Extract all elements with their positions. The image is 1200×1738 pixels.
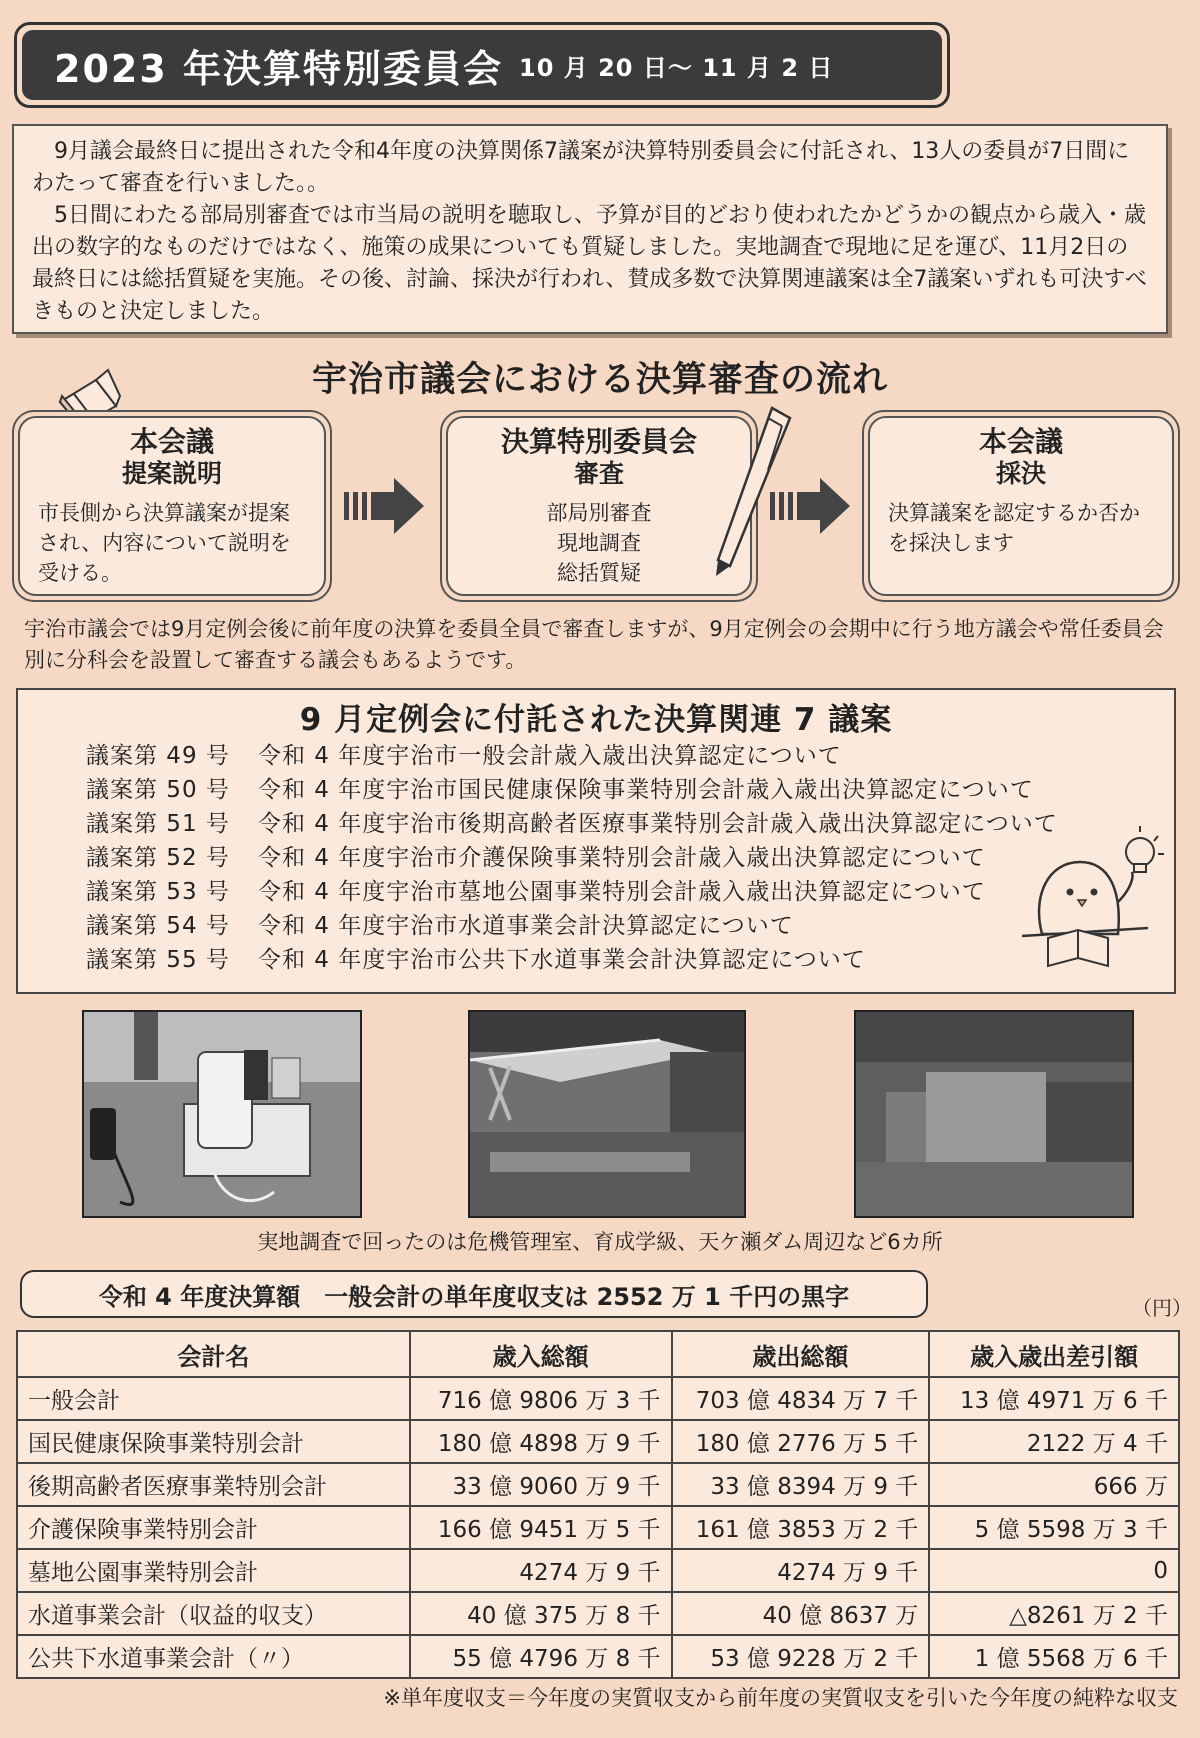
table-header-row xyxy=(17,1331,1179,1377)
table-row xyxy=(17,1506,1179,1549)
bill-text: 令和 4 年度宇治市公共下水道事業会計決算認定について xyxy=(258,947,866,973)
revenue-total: 180 億 4898 万 9 千 xyxy=(410,1420,672,1463)
column-header: 歳入歳出差引額 xyxy=(929,1331,1179,1377)
photo-bridge-site xyxy=(468,1010,746,1218)
flow-title: 宇治市議会における決算審査の流れ xyxy=(311,360,888,400)
flow-step-heading: 本会議 xyxy=(978,425,1063,458)
flow-step-description: 決算議案を認定するか否かを採決します xyxy=(888,501,1140,555)
table-row xyxy=(17,1463,1179,1506)
photo-amagase-dam-area xyxy=(854,1010,1134,1218)
photo-caption: 実地調査で回ったのは危機管理室、育成学級、天ケ瀬ダム周辺など6カ所 xyxy=(257,1230,943,1254)
column-header: 歳入総額 xyxy=(410,1331,672,1377)
balance: 666 万 xyxy=(929,1463,1179,1506)
column-header: 会計名 xyxy=(17,1331,410,1377)
photo-crisis-management-room xyxy=(82,1010,362,1218)
balance: 1 億 5568 万 6 千 xyxy=(929,1635,1179,1678)
bill-number: 議案第 55 号 xyxy=(86,947,230,973)
expenditure-total: 33 億 8394 万 9 千 xyxy=(672,1463,930,1506)
revenue-total: 33 億 9060 万 9 千 xyxy=(410,1463,672,1506)
intro-paragraph-2: 5日間にわたる部局別審査では市当局の説明を聴取し、予算が目的どおり使われたかどうかの観点から歳入・歳出の数字的なものだけではなく、施策の成果についても質疑しました。実地調査で現地に足を運び、11月2日の最終日には総括質疑を実施。その後、討論、採決が行われ、賛成多数で決算関連議案は全7議案いずれも可決すべきものと決定しました。 xyxy=(32,203,1147,324)
bill-text: 令和 4 年度宇治市国民健康保険事業特別会計歳入歳出決算認定について xyxy=(258,777,1034,803)
bill-item xyxy=(86,842,986,875)
balance: 5 億 5598 万 3 千 xyxy=(929,1506,1179,1549)
bills-box xyxy=(16,688,1176,994)
intro-box xyxy=(12,124,1168,334)
bill-number: 議案第 53 号 xyxy=(86,879,230,905)
bill-text: 令和 4 年度宇治市介護保険事業特別会計歳入歳出決算認定について xyxy=(258,845,986,871)
bill-number: 議案第 52 号 xyxy=(86,845,230,871)
footnote: ※単年度収支＝今年度の実質収支から前年度の実質収支を引いた今年度の純粋な収支 xyxy=(383,1686,1178,1710)
flow-step-heading: 本会議 xyxy=(129,425,214,458)
flow-step-subheading: 提案説明 xyxy=(121,459,222,488)
flow-step-list xyxy=(466,498,732,588)
flow-note: 宇治市議会では9月定例会後に前年度の決算を委員全員で審査しますが、9月定例会の会期中に行う地方議会や常任委員会別に分科会を設置して審査する議会もあるようです。 xyxy=(24,617,1164,672)
flow-step-subheading: 審査 xyxy=(573,459,624,488)
table-row xyxy=(17,1549,1179,1592)
flow-list-item: 総括質疑 xyxy=(557,561,641,585)
bill-item xyxy=(86,876,986,909)
bill-text: 令和 4 年度宇治市一般会計歳入歳出決算認定について xyxy=(258,743,842,769)
revenue-total: 716 億 9806 万 3 千 xyxy=(410,1377,672,1420)
revenue-total: 4274 万 9 千 xyxy=(410,1549,672,1592)
expenditure-total: 161 億 3853 万 2 千 xyxy=(672,1506,930,1549)
account-name: 墓地公園事業特別会計 xyxy=(17,1549,410,1592)
table-row xyxy=(17,1592,1179,1635)
bill-text: 令和 4 年度宇治市水道事業会計決算認定について xyxy=(258,913,794,939)
balance: 2122 万 4 千 xyxy=(929,1420,1179,1463)
revenue-total: 166 億 9451 万 5 千 xyxy=(410,1506,672,1549)
account-name: 国民健康保険事業特別会計 xyxy=(17,1420,410,1463)
expenditure-total: 40 億 8637 万 xyxy=(672,1592,930,1635)
bill-item xyxy=(86,944,866,977)
expenditure-total: 180 億 2776 万 5 千 xyxy=(672,1420,930,1463)
bill-number: 議案第 49 号 xyxy=(86,743,230,769)
balance: 0 xyxy=(929,1549,1179,1592)
flow-list-item: 現地調査 xyxy=(557,531,641,555)
account-name: 後期高齢者医療事業特別会計 xyxy=(17,1463,410,1506)
flow-step-subheading: 採決 xyxy=(995,459,1046,488)
account-name: 公共下水道事業会計（〃） xyxy=(17,1635,410,1678)
bill-text: 令和 4 年度宇治市後期高齢者医療事業特別会計歳入歳出決算認定について xyxy=(258,811,1058,837)
revenue-total: 55 億 4796 万 8 千 xyxy=(410,1635,672,1678)
summary-label: 令和 4 年度決算額 一般会計の単年度収支は 2552 万 1 千円の黒字 xyxy=(20,1270,928,1318)
page-title: 2023 年決算特別委員会 xyxy=(54,46,503,91)
expenditure-total: 703 億 4834 万 7 千 xyxy=(672,1377,930,1420)
bill-number: 議案第 54 号 xyxy=(86,913,230,939)
revenue-total: 40 億 375 万 8 千 xyxy=(410,1592,672,1635)
bill-item xyxy=(86,740,842,773)
page-header xyxy=(14,22,950,108)
bill-number: 議案第 50 号 xyxy=(86,777,230,803)
chick-mascot-icon xyxy=(1018,816,1168,972)
bill-text: 令和 4 年度宇治市墓地公園事業特別会計歳入歳出決算認定について xyxy=(258,879,986,905)
column-header: 歳出総額 xyxy=(672,1331,930,1377)
flow-step-plenary-proposal xyxy=(12,410,332,602)
balance: 13 億 4971 万 6 千 xyxy=(929,1377,1179,1420)
bill-item xyxy=(86,910,794,943)
account-name: 一般会計 xyxy=(17,1377,410,1420)
table-row xyxy=(17,1377,1179,1420)
bill-item xyxy=(86,808,1058,841)
expenditure-total: 53 億 9228 万 2 千 xyxy=(672,1635,930,1678)
bill-number: 議案第 51 号 xyxy=(86,811,230,837)
table-row xyxy=(17,1635,1179,1678)
flow-step-heading: 決算特別委員会 xyxy=(500,425,697,458)
balance: △8261 万 2 千 xyxy=(929,1592,1179,1635)
table-row xyxy=(17,1420,1179,1463)
bill-item xyxy=(86,774,1034,807)
page-header-bar xyxy=(22,30,942,100)
flow-step-description: 市長側から決算議案が提案され、内容について説明を受ける。 xyxy=(38,501,291,585)
account-name: 水道事業会計（収益的収支） xyxy=(17,1592,410,1635)
expenditure-total: 4274 万 9 千 xyxy=(672,1549,930,1592)
intro-paragraph-1: 9月議会最終日に提出された令和4年度の決算関係7議案が決算特別委員会に付託され、13人の委員が7日間にわたって審査を行いました。。 xyxy=(32,139,1130,196)
bills-title: 9 月定例会に付託された決算関連 7 議案 xyxy=(299,702,893,738)
settlement-table xyxy=(16,1330,1180,1679)
unit-label: （円） xyxy=(1132,1296,1192,1320)
flow-arrow-icon xyxy=(770,478,852,534)
flow-step-plenary-vote xyxy=(862,410,1180,602)
session-dates: 10 月 20 日～ 11 月 2 日 xyxy=(519,53,834,82)
flow-arrow-icon xyxy=(344,478,426,534)
flow-list-item: 部局別審査 xyxy=(546,501,652,525)
account-name: 介護保険事業特別会計 xyxy=(17,1506,410,1549)
